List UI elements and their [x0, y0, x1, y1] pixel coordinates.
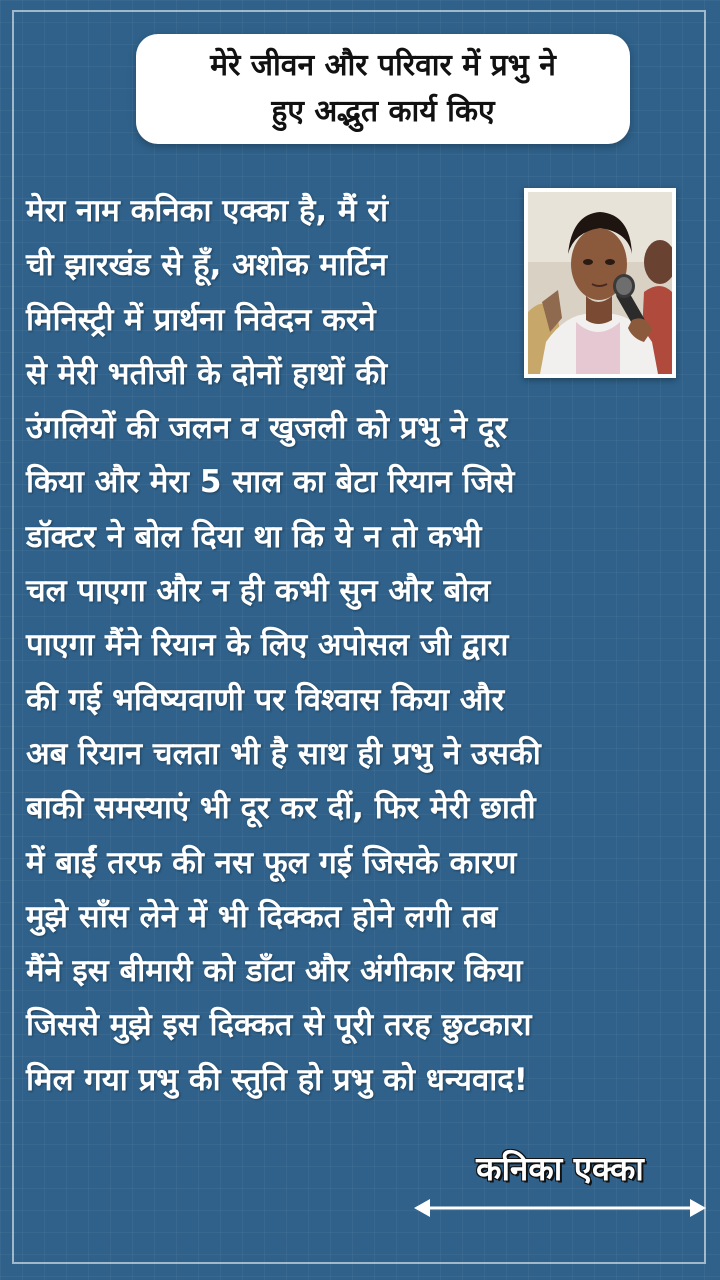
testimony-line: अब रियान चलता भी है साथ ही प्रभु ने उसकी — [26, 735, 541, 772]
testimony-line: मेरा नाम कनिका एक्का है, मैं रां — [26, 193, 389, 229]
testimony-line: की गई भविष्यवाणी पर विश्वास किया और — [26, 681, 505, 718]
testimony-line: पाएगा मैंने रियान के लिए अपोसल जी द्वारा — [26, 627, 509, 664]
testimony-line: मिनिस्ट्री में प्रार्थना निवेदन करने — [26, 301, 376, 338]
testimony-line: डॉक्टर ने बोल दिया था कि ये न तो कभी — [26, 518, 482, 555]
testimony-line: मुझे साँस लेने में भी दिक्कत होने लगी तब — [26, 898, 498, 935]
testimony-line: में बाईं तरफ की नस फूल गई जिसके कारण — [26, 844, 517, 881]
testimony-line: मिल गया प्रभु की स्तुति हो प्रभु को धन्यवाद! — [26, 1061, 528, 1098]
double-arrow-icon — [414, 1196, 706, 1220]
testimony-line: उंगलियों की जलन व खुजली को प्रभु ने दूर — [26, 410, 508, 447]
testimony-line: किया और मेरा 5 साल का बेटा रियान जिसे — [26, 464, 515, 501]
title-box — [136, 34, 630, 144]
testimony-line: चल पाएगा और न ही कभी सुन और बोल — [26, 573, 491, 610]
testimony-text — [26, 184, 716, 1107]
signature-name: कनिका एक्का — [476, 1149, 644, 1188]
testimony-line: से मेरी भतीजी के दोनों हाथों की — [26, 355, 388, 392]
testimony-line: जिससे मुझे इस दिक्कत से पूरी तरह छुटकारा — [26, 1007, 532, 1044]
title-line-2: हुए अद्भुत कार्य किए — [271, 94, 495, 129]
title-line-1: मेरे जीवन और परिवार में प्रभु ने — [210, 48, 556, 83]
testimony-line: ची झारखंड से हूँ, अशोक मार्टिन — [26, 247, 387, 284]
testimony-line: बाकी समस्याएं भी दूर कर दीं, फिर मेरी छाती — [26, 790, 536, 827]
testimony-line: मैंने इस बीमारी को डाँटा और अंगीकार किया — [26, 953, 523, 990]
